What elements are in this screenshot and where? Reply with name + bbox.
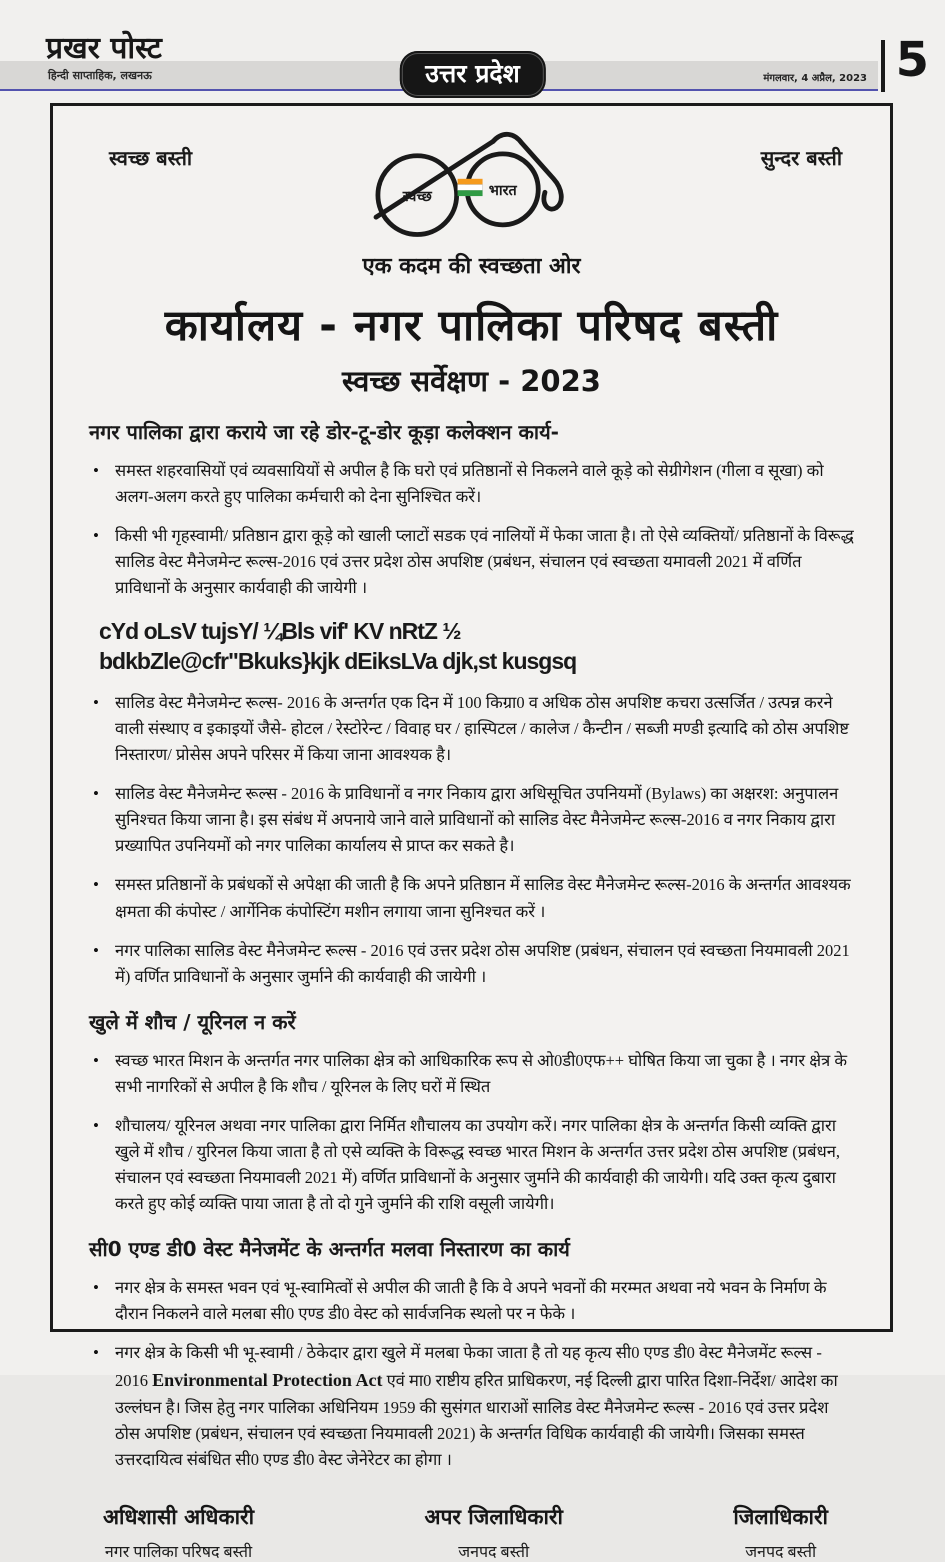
logo-lens-right-label: भारत: [488, 183, 517, 200]
signature-district-magistrate: [733, 1503, 828, 1562]
signature-org: नगर पालिका परिषद बस्ती: [104, 1543, 253, 1561]
public-notice-box: [50, 103, 893, 1561]
bullet-item: • शौचालय/ यूरिनल अथवा नगर पालिका द्वारा निर्मित शौचालय का उपयोग करें। नगर पालिका क्षेत्र के अन्तर्गत किसी व्यक्ति द्वारा खुले में शौच / युरिनल किया जाता है तो एसे व्यक्ति के विरूद्ध स्वच्छ भारत मिशन के अन्तर्गत उत्तर प्रदेश ठोस अपशिष्ट (प्रबंधन, संचालन एवं स्वच्छता नियमावली 2021 में) वर्णित प्राविधानों के अनुसार जुर्माने की कार्यवाही की जायेगी। यदि उक्त कृत्य दुबारा करते हुए कोई व्यक्ति पाया जाता है तो दो गुने जुर्माने की राशि वसूली जायेगी।: [87, 1113, 856, 1217]
region-badge: उत्तर प्रदेश: [399, 51, 545, 98]
signature-additional-district-magistrate: [424, 1503, 563, 1562]
section1-bullets: [87, 458, 856, 601]
bullet-item: • सालिड वेस्ट मैनेजमेन्ट रूल्स - 2016 के प्राविधानों व नगर निकाय द्वारा अधिसूचित उपनियमों (Bylaws) का अक्षरश: अनुपालन सुनिश्चत किया जाना है। इस संबंध में अपनाये जाने वाले प्राविधानों को सालिड वेस्ट मैनेजमेन्ट रूल्स-2016 व नगर निकाय द्वारा प्रख्यापित उपनियमों को नगर पालिका कार्यालय से प्राप्त कर सकते है।: [87, 781, 856, 859]
notice-subtitle: स्वच्छ सर्वेक्षण - 2023: [342, 364, 601, 398]
bullet-item: • नगर क्षेत्र के समस्त भवन एवं भू-स्वामित्वों से अपील की जाती है कि वे अपने भवनों की मरम्मत अथवा नये भवन के निर्माण के दौरान निकलने वाले मलबा सी0 एण्ड डी0 वेस्ट को सार्वजनिक स्थलो पर न फेके ।: [87, 1275, 856, 1327]
flag-stripe-white: [457, 185, 482, 191]
signature-executive-officer: [103, 1503, 254, 1562]
rich-bullet-pre: नगर क्षेत्र के किसी भी भू-स्वामी / ठेकेदार द्वारा खुले में मलबा फेका जाता है तो यह कृत्य सी0 एण्ड डी0 वेस्ट मैनेजमेंट रूल्स - 2016: [115, 1343, 822, 1391]
issue-date: मंगलवार, 4 अप्रैल, 2023: [763, 73, 867, 84]
page-number: 5: [895, 32, 929, 88]
notice-title: कार्यालय - नगर पालिका परिषद बस्ती: [164, 301, 779, 351]
rich-bullet-post: एवं मा0 राष्टीय हरित प्राधिकरण, नई दिल्ली द्वारा पारित दिशा-निर्देश/ आदेश का उल्लंघन है। जिस हेतु नगर पालिका अधिनियम 1959 की सुसंगत धाराओं सालिड वेस्ट मैनेजमेन्ट रूल्स - 2016 एवं उत्तर प्रदेश ठोस अपशिष्ट (प्रबंधन, संचालन एवं स्वच्छता नियमावली 2021) के अन्तर्गत विधिक कार्यवाही की जायेगी। जिसका समस्त उत्तरदायित्व संबंधित सी0 एण्ड डी0 वेस्ट जेनेरेटर का होगा ।: [115, 1371, 838, 1469]
kruti-line-1: cYd oLsV tujsY/ ¼Bls vif' KV nRtZ ½: [99, 618, 461, 645]
section3-heading: खुले में शौच / यूरिनल न करें: [89, 1009, 296, 1034]
signature-title: जिलाधिकारी: [733, 1504, 828, 1529]
rich-bullet-bold-act-name: Environmental Protection Act: [152, 1370, 383, 1391]
page-number-divider: [881, 40, 885, 92]
bullet-item-rich: [87, 1340, 856, 1473]
section4-bullets: [87, 1275, 856, 1473]
bullet-item: • समस्त प्रतिष्ठानों के प्रबंधकों से अपेक्षा की जाती है कि अपने प्रतिष्ठान में सालिड वेस्ट मैनेजमेन्ट रूल्स-2016 के अन्तर्गत आवश्यक क्षमता की कंपोस्ट / आर्गेनिक कंपोस्टिंग मशीन लगाया जाना सुनिश्चत करें ।: [87, 872, 856, 924]
bullet-item: • सालिड वेस्ट मैनेजमेन्ट रूल्स- 2016 के अन्तर्गत एक दिन में 100 किग्रा0 व अधिक ठोस अपशिष्ट कचरा उत्सर्जित / उत्पन्न करने वाली संस्थाए व इकाइयों जैसे- होटल / रेस्टोरेन्ट / विवाह घर / हास्पिटल / कालेज / कैन्टीन / सब्जी मण्डी इत्यादि को ठोस अपशिष्ट निस्तारण/ प्रोसेस अपने परिसर में किया जाना आवश्यक है।: [87, 690, 856, 768]
section4-heading: सी0 एण्ड डी0 वेस्ट मैनेजमेंट के अन्तर्गत मलवा निस्तारण का कार्य: [89, 1237, 570, 1262]
notice-content: [53, 106, 890, 1562]
logo-tagline: एक कदम की स्वच्छता ओर: [362, 254, 581, 279]
notice-top-row: [87, 126, 856, 248]
flag-stripe-green: [457, 190, 482, 196]
corner-label-left: स्वच्छ बस्ती: [109, 146, 193, 170]
signature-title: अधिशासी अधिकारी: [103, 1504, 255, 1529]
section2-bullets: [87, 690, 856, 990]
logo-lens-left-label: स्वच्छ: [402, 188, 432, 205]
bullet-item: • स्वच्छ भारत मिशन के अन्तर्गत नगर पालिका क्षेत्र को आधिकारिक रूप से ओ0डी0एफ++ घोषित किया जा चुका है । नगर क्षेत्र के सभी नागरिकों से अपील है कि शौच / यूरिनल के लिए घरों में स्थित: [87, 1048, 856, 1100]
signature-org: जनपद बस्ती: [458, 1543, 530, 1561]
masthead-subtitle: हिन्दी साप्ताहिक, लखनऊ: [48, 69, 152, 82]
flag-stripe-saffron: [457, 179, 482, 185]
signature-row: [87, 1503, 856, 1562]
bullet-item: • किसी भी गृहस्वामी/ प्रतिष्ठान द्वारा कूड़े को खाली प्लाटों सडक एवं नालियों में फेका जाता है। तो ऐसे व्यक्तियों/ प्रतिष्ठानों के विरूद्ध सालिड वेस्ट मैनेजमेन्ट रूल्स-2016 एवं उत्तर प्रदेश ठोस अपशिष्ट (प्रबंधन, संचालन एवं स्वच्छता यमावली 2021 में वर्णित प्राविधानों के अनुसार कार्यवाही की जायेगी ।: [87, 523, 856, 601]
kruti-dev-heading: [99, 617, 856, 677]
bullet-item: • नगर पालिका सालिड वेस्ट मैनेजमेन्ट रूल्स - 2016 एवं उत्तर प्रदेश ठोस अपशिष्ट (प्रबंधन, संचालन एवं स्वच्छता नियमावली 2021 में) वर्णित प्राविधानों के अनुसार जुर्माने की कार्यवाही की जायेगी ।: [87, 938, 856, 990]
newspaper-masthead: प्रखर पोस्ट: [46, 31, 162, 66]
glasses-icon: [356, 126, 588, 246]
swachh-bharat-logo: [356, 126, 588, 246]
section3-bullets: [87, 1048, 856, 1217]
signature-title: अपर जिलाधिकारी: [424, 1504, 563, 1529]
corner-label-right: सुन्दर बस्ती: [760, 146, 842, 170]
signature-org: जनपद बस्ती: [745, 1543, 817, 1561]
kruti-line-2: bdkbZle@cfr"Bkuks}kjk dEiksLVa djk,st kusgsq: [99, 648, 577, 675]
bullet-item: • समस्त शहरवासियों एवं व्यवसायियों से अपील है कि घरो एवं प्रतिष्ठानों से निकलने वाले कूड़े को सेग्रीगेशन (गीला व सूखा) को अलग-अलग करते हुए पालिका कर्मचारी को देना सुनिश्चित करें।: [87, 458, 856, 510]
newspaper-header: [0, 0, 945, 103]
section1-heading: नगर पालिका द्वारा कराये जा रहे डोर-टू-डोर कूड़ा कलेक्शन कार्य-: [89, 420, 559, 444]
